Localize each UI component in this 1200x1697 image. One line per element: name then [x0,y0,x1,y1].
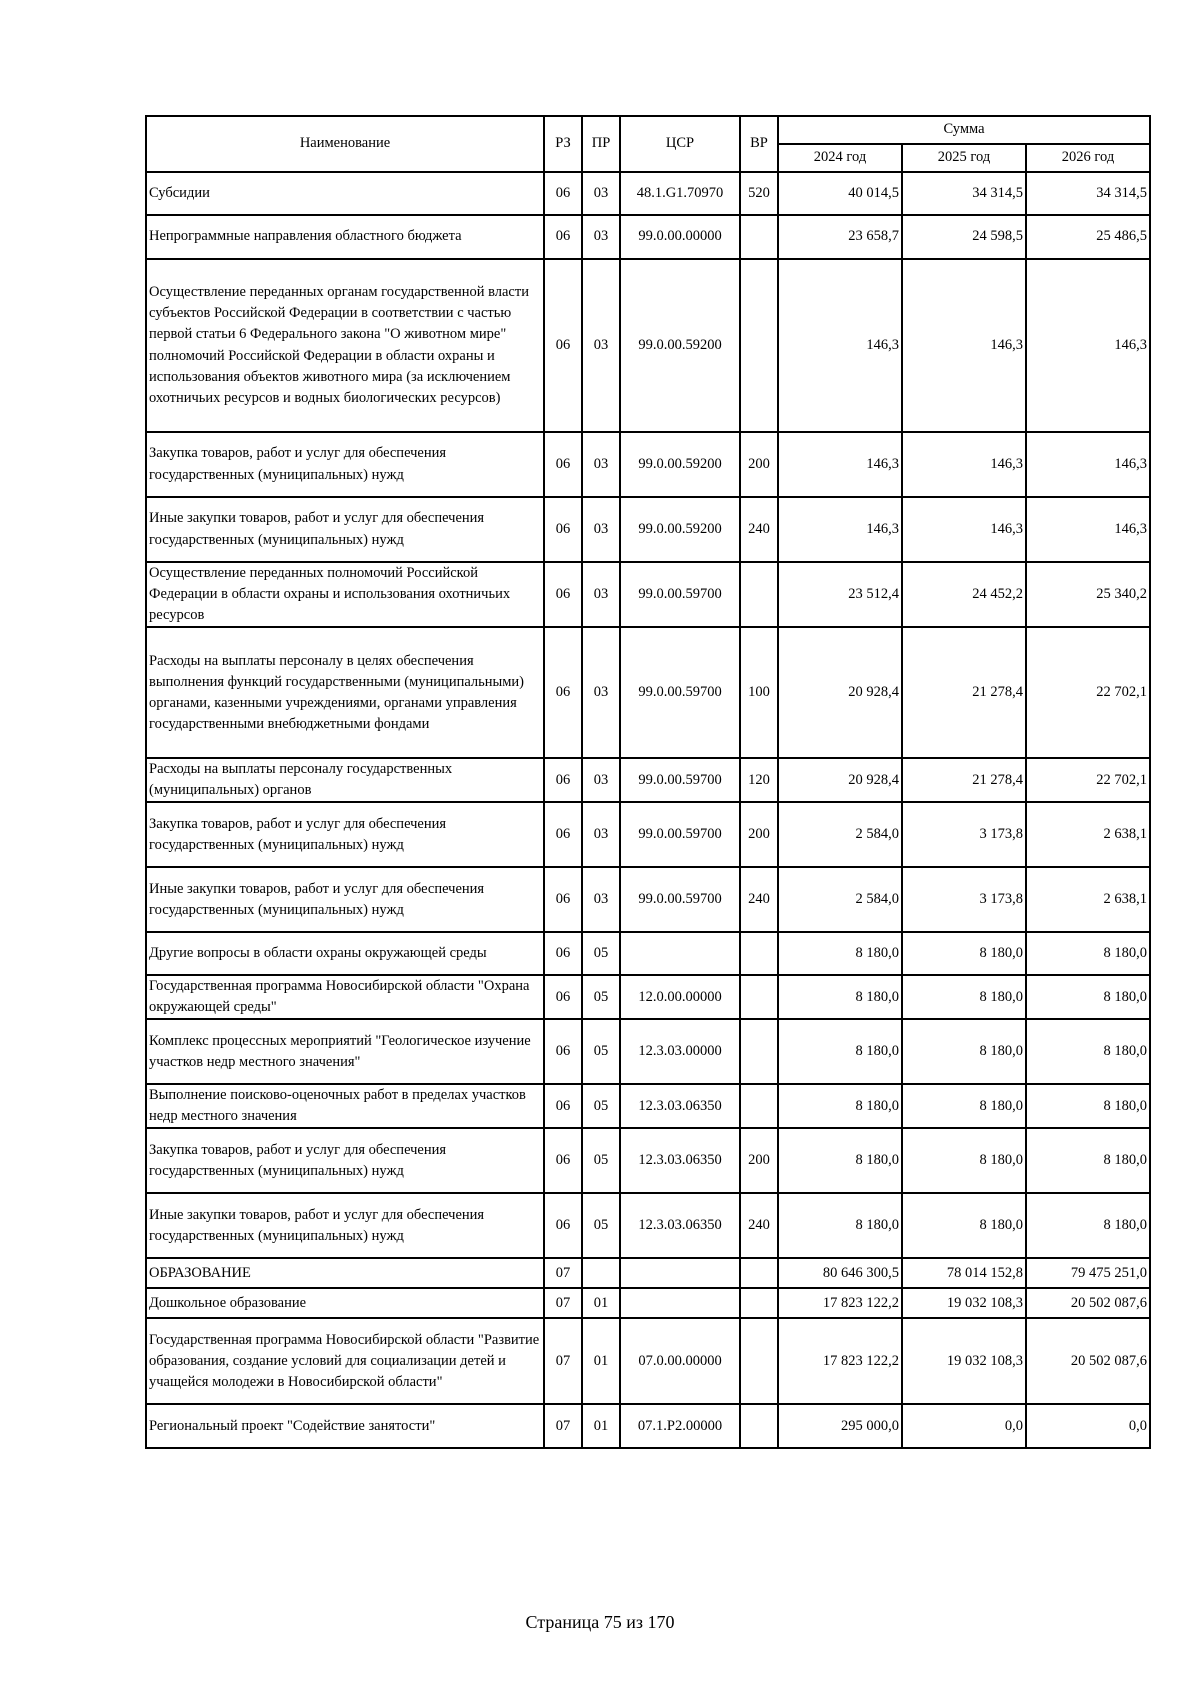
row-sum-2026: 8 180,0 [1026,1128,1150,1193]
row-csr: 48.1.G1.70970 [620,172,740,215]
row-name: Другие вопросы в области охраны окружающей среды [146,932,544,975]
row-sum-2026: 8 180,0 [1026,1019,1150,1084]
row-csr: 99.0.00.59700 [620,627,740,758]
table-row [146,867,1150,932]
table-row [146,1288,1150,1318]
row-sum-2025: 24 598,5 [902,215,1026,259]
row-name: Осуществление переданных полномочий Российской Федерации в области охраны и использования охотничьих ресурсов [146,562,544,627]
row-vr: 200 [740,1128,778,1193]
row-sum-2025: 8 180,0 [902,1084,1026,1128]
row-sum-2026: 79 475 251,0 [1026,1258,1150,1288]
row-csr: 99.0.00.59200 [620,432,740,497]
row-name: Закупка товаров, работ и услуг для обеспечения государственных (муниципальных) нужд [146,432,544,497]
row-vr: 200 [740,802,778,867]
row-rz: 06 [544,1084,582,1128]
row-csr [620,932,740,975]
row-csr: 12.3.03.06350 [620,1084,740,1128]
row-sum-2024: 146,3 [778,259,902,432]
table-row [146,1128,1150,1193]
row-name: Непрограммные направления областного бюджета [146,215,544,259]
row-sum-2024: 17 823 122,2 [778,1318,902,1404]
row-csr: 99.0.00.59200 [620,497,740,562]
row-sum-2025: 8 180,0 [902,932,1026,975]
row-sum-2024: 8 180,0 [778,1128,902,1193]
row-sum-2024: 146,3 [778,432,902,497]
row-pr: 03 [582,432,620,497]
row-pr: 03 [582,867,620,932]
row-sum-2024: 20 928,4 [778,758,902,802]
row-vr: 200 [740,432,778,497]
row-sum-2025: 8 180,0 [902,975,1026,1019]
row-csr: 99.0.00.59700 [620,802,740,867]
row-name: Иные закупки товаров, работ и услуг для обеспечения государственных (муниципальных) нужд [146,867,544,932]
row-name: Государственная программа Новосибирской области "Охрана окружающей среды" [146,975,544,1019]
header-vr: ВР [740,116,778,172]
row-csr: 12.3.03.06350 [620,1128,740,1193]
row-vr [740,259,778,432]
header-pr: ПР [582,116,620,172]
table-row [146,259,1150,432]
table-row [146,1084,1150,1128]
row-name: Закупка товаров, работ и услуг для обеспечения государственных (муниципальных) нужд [146,802,544,867]
table-row [146,497,1150,562]
row-name: Иные закупки товаров, работ и услуг для обеспечения государственных (муниципальных) нужд [146,1193,544,1258]
row-sum-2026: 20 502 087,6 [1026,1288,1150,1318]
table-row [146,432,1150,497]
row-sum-2025: 146,3 [902,432,1026,497]
row-pr: 03 [582,758,620,802]
header-name: Наименование [146,116,544,172]
header-rz: РЗ [544,116,582,172]
row-sum-2025: 146,3 [902,497,1026,562]
row-vr [740,1318,778,1404]
table-row [146,215,1150,259]
table-row [146,932,1150,975]
row-pr: 05 [582,1019,620,1084]
row-name: Дошкольное образование [146,1288,544,1318]
row-vr [740,1288,778,1318]
row-sum-2026: 0,0 [1026,1404,1150,1448]
header-year-2025: 2025 год [902,144,1026,172]
row-sum-2024: 20 928,4 [778,627,902,758]
row-csr: 12.3.03.06350 [620,1193,740,1258]
row-sum-2024: 8 180,0 [778,1019,902,1084]
row-sum-2026: 2 638,1 [1026,802,1150,867]
row-sum-2025: 21 278,4 [902,758,1026,802]
row-vr [740,1258,778,1288]
row-rz: 06 [544,497,582,562]
row-csr: 07.1.P2.00000 [620,1404,740,1448]
row-csr [620,1258,740,1288]
row-sum-2026: 146,3 [1026,432,1150,497]
table-row [146,1404,1150,1448]
table-row [146,758,1150,802]
row-name: Государственная программа Новосибирской области "Развитие образования, создание условий для социализации детей и учащейся молодежи в Новосибирской области" [146,1318,544,1404]
row-vr: 520 [740,172,778,215]
row-sum-2026: 34 314,5 [1026,172,1150,215]
row-rz: 06 [544,867,582,932]
row-sum-2025: 0,0 [902,1404,1026,1448]
row-sum-2026: 8 180,0 [1026,975,1150,1019]
row-pr: 05 [582,1193,620,1258]
row-pr [582,1258,620,1288]
row-csr: 07.0.00.00000 [620,1318,740,1404]
row-sum-2026: 2 638,1 [1026,867,1150,932]
row-rz: 06 [544,627,582,758]
row-csr: 99.0.00.00000 [620,215,740,259]
row-vr [740,975,778,1019]
row-vr: 240 [740,1193,778,1258]
row-pr: 03 [582,562,620,627]
row-pr: 03 [582,259,620,432]
row-csr: 99.0.00.59700 [620,758,740,802]
row-rz: 06 [544,259,582,432]
table-body [146,172,1150,1448]
row-vr [740,1084,778,1128]
row-name: Иные закупки товаров, работ и услуг для обеспечения государственных (муниципальных) нужд [146,497,544,562]
row-vr [740,562,778,627]
row-vr [740,1019,778,1084]
row-name: Осуществление переданных органам государственной власти субъектов Российской Федерации в соответствии с частью первой статьи 6 Федерального закона "О животном мире" полномочий Российской Федерации в области охраны и использования объектов животного мира (за исключением охотничьих ресурсов и водных биологических ресурсов) [146,259,544,432]
row-pr: 01 [582,1404,620,1448]
row-sum-2024: 40 014,5 [778,172,902,215]
row-vr [740,215,778,259]
header-csr: ЦСР [620,116,740,172]
table-row [146,1193,1150,1258]
row-rz: 06 [544,932,582,975]
row-rz: 07 [544,1288,582,1318]
row-pr: 03 [582,627,620,758]
table-row [146,1318,1150,1404]
row-sum-2025: 19 032 108,3 [902,1288,1026,1318]
row-rz: 07 [544,1318,582,1404]
row-sum-2025: 8 180,0 [902,1128,1026,1193]
row-name: Расходы на выплаты персоналу государственных (муниципальных) органов [146,758,544,802]
row-pr: 03 [582,172,620,215]
row-sum-2026: 146,3 [1026,259,1150,432]
row-sum-2024: 23 658,7 [778,215,902,259]
row-vr: 240 [740,497,778,562]
page-number: Страница 75 из 170 [525,1612,675,1632]
row-rz: 06 [544,802,582,867]
row-sum-2025: 8 180,0 [902,1193,1026,1258]
row-name: Субсидии [146,172,544,215]
row-name: Выполнение поисково-оценочных работ в пределах участков недр местного значения [146,1084,544,1128]
row-name: Комплекс процессных мероприятий "Геологическое изучение участков недр местного значения" [146,1019,544,1084]
row-csr: 99.0.00.59700 [620,867,740,932]
row-pr: 03 [582,497,620,562]
row-sum-2026: 22 702,1 [1026,758,1150,802]
row-sum-2026: 8 180,0 [1026,1084,1150,1128]
row-rz: 06 [544,1128,582,1193]
row-name: Расходы на выплаты персоналу в целях обеспечения выполнения функций государственными (муниципальными) органами, казенными учреждениями, органами управления государственными внебюджетными фондами [146,627,544,758]
row-sum-2026: 22 702,1 [1026,627,1150,758]
table-row [146,172,1150,215]
table-row [146,627,1150,758]
table-row [146,1258,1150,1288]
row-csr: 12.3.03.00000 [620,1019,740,1084]
row-name: Закупка товаров, работ и услуг для обеспечения государственных (муниципальных) нужд [146,1128,544,1193]
row-sum-2024: 80 646 300,5 [778,1258,902,1288]
row-vr [740,932,778,975]
row-sum-2026: 25 340,2 [1026,562,1150,627]
row-sum-2025: 19 032 108,3 [902,1318,1026,1404]
row-sum-2024: 17 823 122,2 [778,1288,902,1318]
row-sum-2024: 8 180,0 [778,1193,902,1258]
row-rz: 06 [544,975,582,1019]
row-csr [620,1288,740,1318]
row-pr: 05 [582,975,620,1019]
row-sum-2026: 146,3 [1026,497,1150,562]
table-row [146,562,1150,627]
row-sum-2025: 146,3 [902,259,1026,432]
row-name: ОБРАЗОВАНИЕ [146,1258,544,1288]
row-rz: 07 [544,1404,582,1448]
row-sum-2024: 8 180,0 [778,1084,902,1128]
row-pr: 01 [582,1288,620,1318]
row-vr: 100 [740,627,778,758]
row-rz: 06 [544,172,582,215]
row-sum-2026: 8 180,0 [1026,932,1150,975]
row-sum-2025: 8 180,0 [902,1019,1026,1084]
row-sum-2024: 8 180,0 [778,932,902,975]
row-csr: 99.0.00.59700 [620,562,740,627]
header-sum: Сумма [778,116,1150,144]
row-sum-2025: 21 278,4 [902,627,1026,758]
row-vr: 120 [740,758,778,802]
row-pr: 05 [582,1084,620,1128]
row-pr: 05 [582,1128,620,1193]
row-pr: 05 [582,932,620,975]
row-rz: 07 [544,1258,582,1288]
row-sum-2026: 8 180,0 [1026,1193,1150,1258]
row-sum-2025: 3 173,8 [902,802,1026,867]
row-pr: 03 [582,215,620,259]
row-rz: 06 [544,562,582,627]
table-row [146,1019,1150,1084]
row-sum-2024: 295 000,0 [778,1404,902,1448]
row-vr [740,1404,778,1448]
row-sum-2026: 25 486,5 [1026,215,1150,259]
row-rz: 06 [544,215,582,259]
row-csr: 99.0.00.59200 [620,259,740,432]
row-sum-2025: 34 314,5 [902,172,1026,215]
row-sum-2025: 3 173,8 [902,867,1026,932]
table-row [146,975,1150,1019]
header-year-2024: 2024 год [778,144,902,172]
row-pr: 01 [582,1318,620,1404]
row-sum-2024: 8 180,0 [778,975,902,1019]
row-sum-2025: 24 452,2 [902,562,1026,627]
row-rz: 06 [544,1193,582,1258]
row-pr: 03 [582,802,620,867]
header-row-top [146,116,1150,144]
row-name: Региональный проект "Содействие занятости" [146,1404,544,1448]
row-sum-2025: 78 014 152,8 [902,1258,1026,1288]
row-vr: 240 [740,867,778,932]
row-sum-2024: 2 584,0 [778,802,902,867]
header-year-2026: 2026 год [1026,144,1150,172]
table-row [146,802,1150,867]
row-rz: 06 [544,432,582,497]
row-sum-2024: 2 584,0 [778,867,902,932]
row-csr: 12.0.00.00000 [620,975,740,1019]
row-sum-2024: 146,3 [778,497,902,562]
budget-table [145,115,1151,1449]
row-sum-2026: 20 502 087,6 [1026,1318,1150,1404]
row-rz: 06 [544,758,582,802]
row-rz: 06 [544,1019,582,1084]
row-sum-2024: 23 512,4 [778,562,902,627]
